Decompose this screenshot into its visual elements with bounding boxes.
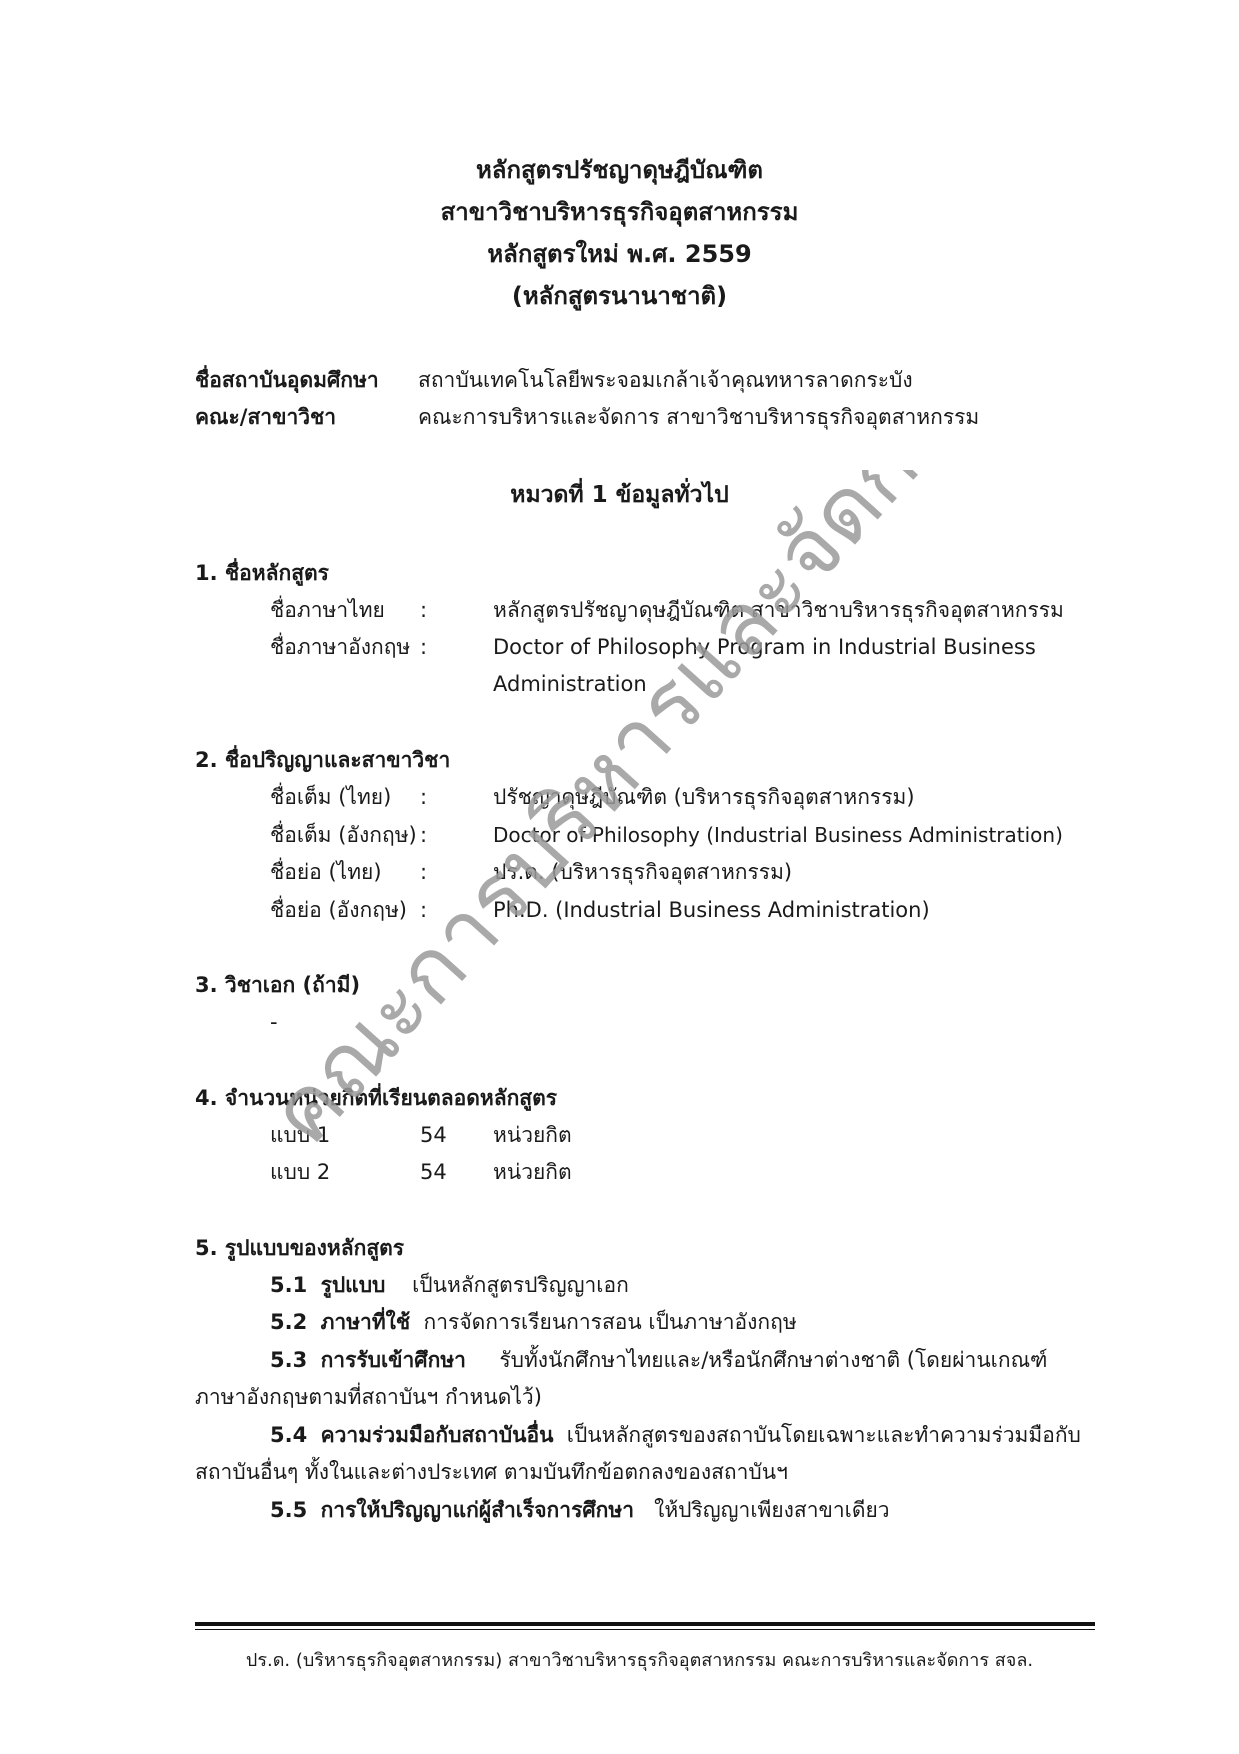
title-line-1: หลักสูตรปรัชญาดุษฎีบัณฑิต [475,156,764,184]
s4-unit: หน่วยกิต [493,1123,572,1147]
s4-credits: 54 [420,1123,447,1147]
s1-row-sep: : [420,598,428,622]
s4-plan: แบบ 2 [270,1160,331,1184]
s2-row-value: ปรัชญาดุษฎีบัณฑิต (บริหารธุรกิจอุตสาหกรรม) [493,785,915,809]
footer-rule-thin [195,1629,1095,1630]
s2-row-sep: : [420,785,428,809]
s5-item-text: ให้ปริญญาเพียงสาขาเดียว [654,1498,890,1522]
title-line-2: สาขาวิชาบริหารธุรกิจอุตสาหกรรม [440,198,799,226]
footer-text: ปร.ด. (บริหารธุรกิจอุตสาหกรรม) สาขาวิชาบริหารธุรกิจอุตสาหกรรม คณะการบริหารและจัดการ สจล. [245,1650,1034,1671]
s2-row-sep: : [420,898,428,922]
title-line-4: (หลักสูตรนานาชาติ) [511,282,728,310]
s5-item [270,1425,1081,1446]
watermark-graphic [270,470,970,1170]
chapter-title: หมวดที่ 1 ข้อมูลทั่วไป [510,482,729,508]
s5-item [270,1500,890,1521]
faculty-value: คณะการบริหารและจัดการ สาขาวิชาบริหารธุรกิจอุตสาหกรรม [418,405,980,429]
s5-item [270,1275,629,1296]
watermark [270,470,970,1170]
s1-row-value: Doctor of Philosophy Program in Industrial Business [493,635,1036,659]
s5-item-num: 5.5 [270,1498,308,1522]
s5-item-label: รูปแบบ [320,1273,386,1297]
title-line-3: หลักสูตรใหม่ พ.ศ. 2559 [487,240,752,268]
section-1-heading: 1. ชื่อหลักสูตร [195,561,329,585]
s2-row-label: ชื่อเต็ม (อังกฤษ) [270,823,417,847]
s5-item [270,1312,797,1333]
s5-item-text: การจัดการเรียนการสอน เป็นภาษาอังกฤษ [423,1310,797,1334]
s5-item-text: รับทั้งนักศึกษาไทยและ/หรือนักศึกษาต่างชาติ (โดยผ่านเกณฑ์ [499,1348,1048,1372]
s1-row-label: ชื่อภาษาอังกฤษ [270,635,411,659]
s5-item-num: 5.2 [270,1310,308,1334]
s1-row-label: ชื่อภาษาไทย [270,598,385,622]
s5-item-num: 5.3 [270,1348,308,1372]
section-3-heading: 3. วิชาเอก (ถ้ามี) [195,973,361,997]
s5-item-label: การรับเข้าศึกษา [320,1348,466,1372]
s5-item-label: ความร่วมมือกับสถาบันอื่น [320,1423,554,1447]
s3-value: - [270,1010,278,1034]
s2-row-label: ชื่อย่อ (ไทย) [270,860,382,884]
section-4-heading: 4. จำนวนหน่วยกิตที่เรียนตลอดหลักสูตร [195,1086,558,1110]
s4-unit: หน่วยกิต [493,1160,572,1184]
watermark-text: คณะการบริหารและจัดการ [270,470,970,1165]
s1-row-value-cont: Administration [493,672,647,696]
s4-plan: แบบ 1 [270,1123,331,1147]
s2-row-label: ชื่อย่อ (อังกฤษ) [270,898,407,922]
s5-item-num: 5.1 [270,1273,308,1297]
s5-item-text-cont: สถาบันอื่นๆ ทั้งในและต่างประเทศ ตามบันทึกข้อตกลงของสถาบันฯ [195,1460,788,1484]
institution-value: สถาบันเทคโนโลยีพระจอมเกล้าเจ้าคุณทหารลาดกระบัง [418,368,913,392]
s2-row-value: Doctor of Philosophy (Industrial Business Administration) [493,823,1063,847]
section-2-heading: 2. ชื่อปริญญาและสาขาวิชา [195,748,451,772]
s2-row-value: ปร.ด. (บริหารธุรกิจอุตสาหกรรม) [493,860,793,884]
s2-row-label: ชื่อเต็ม (ไทย) [270,785,392,809]
s5-item-text: เป็นหลักสูตรปริญญาเอก [412,1273,629,1297]
s5-item-text: เป็นหลักสูตรของสถาบันโดยเฉพาะและทำความร่วมมือกับ [566,1423,1081,1447]
s1-row-sep: : [420,635,428,659]
footer-rule-thick [195,1622,1095,1626]
s2-row-sep: : [420,823,428,847]
s5-item-label: การให้ปริญญาแก่ผู้สำเร็จการศึกษา [320,1498,635,1522]
faculty-label: คณะ/สาขาวิชา [195,405,337,429]
s5-item-text-cont: ภาษาอังกฤษตามที่สถาบันฯ กำหนดไว้) [195,1385,542,1409]
institution-label: ชื่อสถาบันอุดมศึกษา [195,368,379,392]
s4-credits: 54 [420,1160,447,1184]
s5-item [270,1350,1047,1371]
s2-row-value: Ph.D. (Industrial Business Administration) [493,898,930,922]
s5-item-label: ภาษาที่ใช้ [320,1310,411,1334]
section-5-heading: 5. รูปแบบของหลักสูตร [195,1236,405,1260]
s1-row-value: หลักสูตรปรัชญาดุษฎีบัณฑิต สาขาวิชาบริหารธุรกิจอุตสาหกรรม [493,598,1064,622]
s2-row-sep: : [420,860,428,884]
s5-item-num: 5.4 [270,1423,308,1447]
